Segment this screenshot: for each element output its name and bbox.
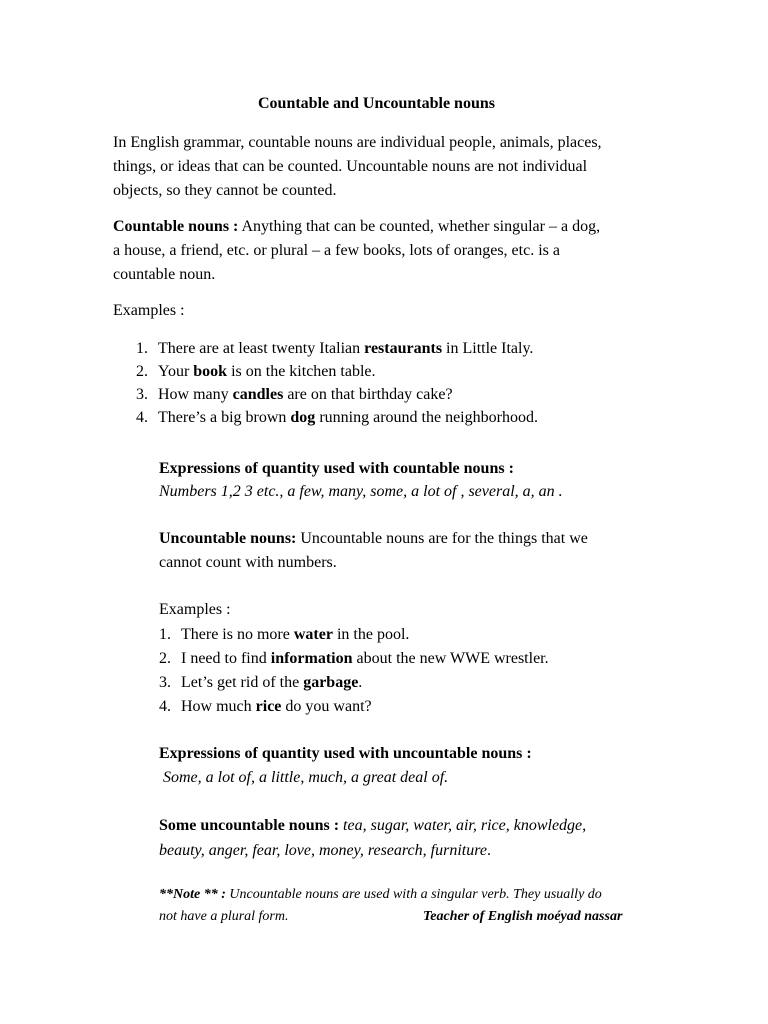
uncountable-expressions-list: Some, a lot of, a little, much, a great deal of. <box>163 769 449 786</box>
note-line-1 <box>159 885 602 905</box>
list-number: 4. <box>159 698 171 715</box>
highlighted-noun: garbage <box>303 674 359 691</box>
uncountable-example-item: 1. There is no more water in the pool. <box>159 626 410 643</box>
highlighted-noun: restaurants <box>364 340 443 357</box>
countable-examples-label: Examples : <box>113 302 185 319</box>
teacher-signature: Teacher of English moéyad nassar <box>423 909 623 924</box>
list-number: 3. <box>159 674 171 691</box>
some-uncountable-line-2: beauty, anger, fear, love, money, research, furniture. <box>159 842 491 859</box>
list-number: 2. <box>136 363 148 380</box>
some-uncountable-line-1 <box>159 816 586 836</box>
intro-line-2: things, or ideas that can be counted. Uncountable nouns are not individual <box>113 158 588 175</box>
document-title: Countable and Uncountable nouns <box>258 95 495 112</box>
highlighted-noun: information <box>270 650 353 667</box>
countable-expressions-heading: Expressions of quantity used with countable nouns : <box>159 460 514 477</box>
uncountable-example-item: 2. I need to find information about the new WWE wrestler. <box>159 650 549 667</box>
uncountable-expressions-heading: Expressions of quantity used with uncountable nouns : <box>159 745 532 762</box>
uncountable-definition-text: Uncountable nouns are for the things that we <box>296 530 588 547</box>
intro-line-1: In English grammar, countable nouns are individual people, animals, places, <box>113 134 602 151</box>
uncountable-example-item: 4. How much rice do you want? <box>159 698 372 715</box>
countable-example-item: 2. Your book is on the kitchen table. <box>136 363 376 380</box>
list-number: 1. <box>136 340 148 357</box>
list-number: 2. <box>159 650 171 667</box>
some-uncountable-list: tea, sugar, water, air, rice, knowledge, <box>339 817 587 834</box>
list-number: 3. <box>136 386 148 403</box>
note-line-2: not have a plural form. <box>159 909 289 924</box>
note-label: **Note ** : <box>159 887 226 902</box>
highlighted-noun: dog <box>290 409 316 426</box>
list-number: 1. <box>159 626 171 643</box>
highlighted-noun: water <box>293 626 333 643</box>
uncountable-example-item: 3. Let’s get rid of the garbage. <box>159 674 363 691</box>
uncountable-definition-line-2: cannot count with numbers. <box>159 554 337 571</box>
highlighted-noun: candles <box>232 386 284 403</box>
countable-definition-line-1 <box>113 217 600 237</box>
uncountable-term: Uncountable nouns: <box>159 530 297 547</box>
countable-expressions-list: Numbers 1,2 3 etc., a few, many, some, a lot of , several, a, an . <box>159 483 563 500</box>
uncountable-examples-label: Examples : <box>159 601 231 618</box>
highlighted-noun: book <box>193 363 228 380</box>
countable-example-item: 3. How many candles are on that birthday cake? <box>136 386 453 403</box>
countable-example-item: 1. There are at least twenty Italian restaurants in Little Italy. <box>136 340 534 357</box>
countable-term: Countable nouns : <box>113 218 239 235</box>
intro-line-3: objects, so they cannot be counted. <box>113 182 337 199</box>
countable-example-item: 4. There’s a big brown dog running around the neighborhood. <box>136 409 538 426</box>
countable-definition-line-2: a house, a friend, etc. or plural – a few books, lots of oranges, etc. is a <box>113 242 560 259</box>
uncountable-definition-line-1 <box>159 529 588 549</box>
highlighted-noun: rice <box>255 698 282 715</box>
some-uncountable-term: Some uncountable nouns : <box>159 817 340 834</box>
list-number: 4. <box>136 409 148 426</box>
note-text: Uncountable nouns are used with a singular verb. They usually do <box>225 887 602 902</box>
countable-definition-text: Anything that can be counted, whether singular – a dog, <box>238 218 601 235</box>
countable-definition-line-3: countable noun. <box>113 266 216 283</box>
